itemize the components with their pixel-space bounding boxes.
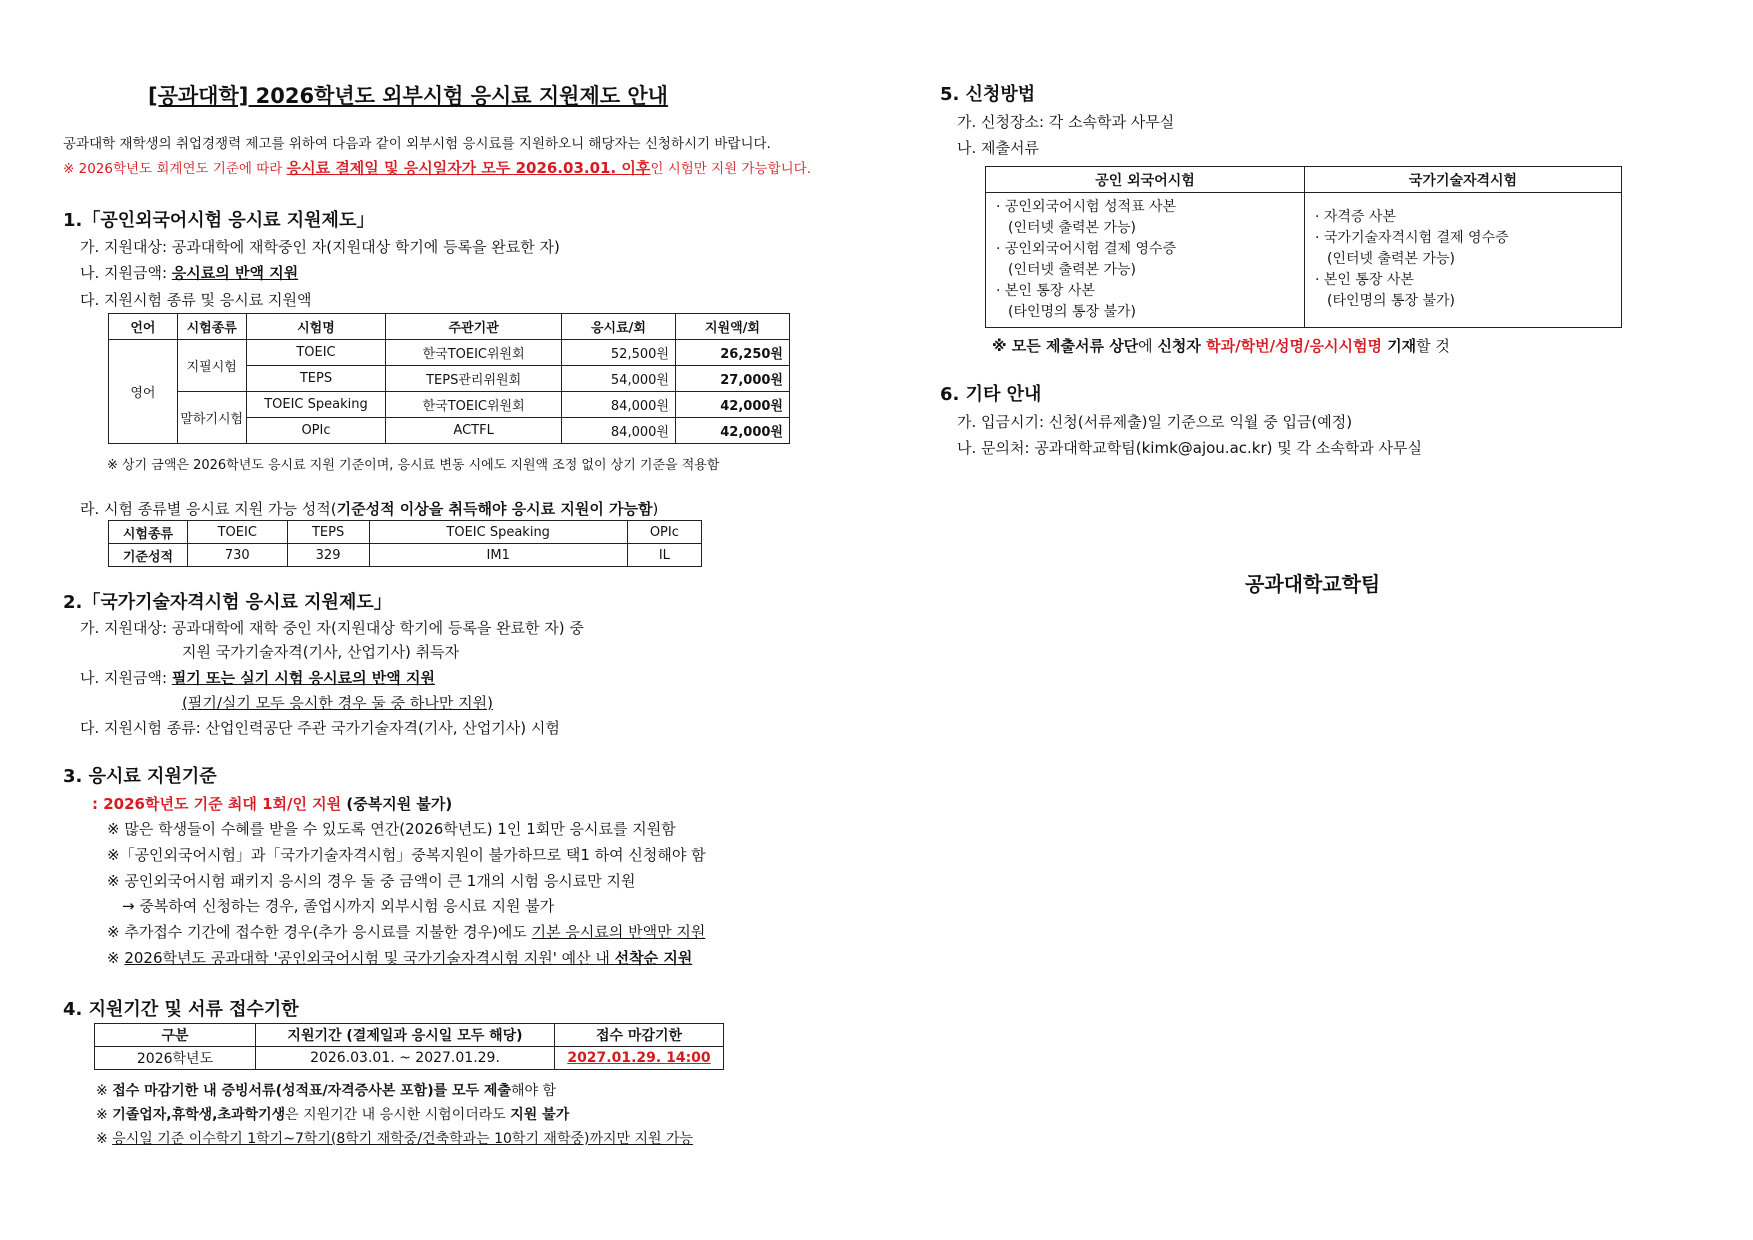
- header-cell: 공인 외국어시험: [986, 167, 1305, 193]
- section1-heading: 1.「공인외국어시험 응시료 지원제도」: [63, 210, 375, 231]
- s1-target: 가. 지원대상: 공과대학에 재학중인 자(지원대상 학기에 등록을 완료한 자): [80, 238, 560, 256]
- s3-note-3: ※ 공인외국어시험 패키지 응시의 경우 둘 중 금액이 큰 1개의 시험 응시료만 지원: [107, 872, 636, 890]
- documents-table: [985, 166, 1622, 328]
- list-item: · 본인 통장 사본: [996, 283, 1095, 299]
- group-cell: 지필시험: [177, 340, 246, 392]
- cell: 84,000원: [561, 418, 675, 444]
- deadline-cell: 2027.01.29. 14:00: [555, 1047, 724, 1070]
- cell: TOEIC: [188, 521, 288, 544]
- period-table: [94, 1023, 724, 1070]
- header-cell: 시험종류: [109, 521, 188, 544]
- cell: 329: [287, 544, 369, 567]
- s3-main: : 2026학년도 기준 최대 1회/인 지원 (중복지원 불가): [92, 795, 453, 813]
- cell: 한국TOEIC위원회: [386, 392, 562, 418]
- list-item: (타인명의 통장 불가): [1008, 304, 1137, 320]
- header-cell: 언어: [109, 314, 178, 340]
- notice-text: ※ 2026학년도 회계연도 기준에 따라 응시료 결제일 및 응시일자가 모두 2026.03.01. 이후인 시험만 지원 가능합니다.: [63, 159, 812, 177]
- header-cell: 시험명: [246, 314, 386, 340]
- header-cell: 응시료/회: [561, 314, 675, 340]
- cell: 42,000원: [675, 418, 789, 444]
- table-row: [109, 340, 790, 366]
- s4-note-2: ※ 기졸업자,휴학생,초과학기생은 지원기간 내 응시한 시험이더라도 지원 불가: [96, 1107, 570, 1123]
- list-item: (타인명의 통장 불가): [1327, 293, 1456, 309]
- table-header-row: [109, 314, 790, 340]
- s1-scores: 라. 시험 종류별 응시료 지원 가능 성적(기준성적 이상을 취득해야 응시료 지원이 가능함): [80, 500, 659, 518]
- s3-note-1: ※ 많은 학생들이 수혜를 받을 수 있도록 연간(2026학년도) 1인 1회만 응시료를 지원함: [107, 820, 676, 838]
- s3-note-4: → 중복하여 신청하는 경우, 졸업시까지 외부시험 응시료 지원 불가: [122, 897, 555, 915]
- cell: 730: [188, 544, 288, 567]
- group-cell: 말하기시험: [177, 392, 246, 444]
- s6-contact: 나. 문의처: 공과대학교학팀(kimk@ajou.ac.kr) 및 각 소속학과 사무실: [957, 439, 1422, 457]
- list-item: (인터넷 출력본 가능): [1327, 251, 1456, 267]
- s3-note-5: ※ 추가접수 기간에 접수한 경우(추가 응시료를 지불한 경우)에도 기본 응시료의 반액만 지원: [107, 923, 706, 941]
- cell: TOEIC Speaking: [369, 521, 627, 544]
- cell: 42,000원: [675, 392, 789, 418]
- list-item: (인터넷 출력본 가능): [1008, 262, 1137, 278]
- cell: 84,000원: [561, 392, 675, 418]
- cell: OPIc: [246, 418, 386, 444]
- foreign-docs-cell: [986, 193, 1305, 328]
- table-header-row: [986, 167, 1622, 193]
- list-item: · 본인 통장 사본: [1315, 272, 1414, 288]
- table-row: [109, 392, 790, 418]
- s2-target-2: 지원 국가기술자격(기사, 산업기사) 취득자: [182, 643, 460, 661]
- s3-note-2: ※「공인외국어시험」과「국가기술자격시험」중복지원이 불가하므로 택1 하여 신청해야 함: [107, 846, 706, 864]
- cell: ACTFL: [386, 418, 562, 444]
- cell: 2026학년도: [95, 1047, 256, 1070]
- intro-text: 공과대학 재학생의 취업경쟁력 제고를 위하여 다음과 같이 외부시험 응시료를 지원하오니 해당자는 신청하시기 바랍니다.: [63, 136, 771, 152]
- section4-heading: 4. 지원기간 및 서류 접수기한: [63, 999, 299, 1020]
- signature: 공과대학교학팀: [1245, 572, 1381, 596]
- s2-target: 가. 지원대상: 공과대학에 재학 중인 자(지원대상 학기에 등록을 완료한 자) 중: [80, 619, 584, 637]
- cell: TOEIC Speaking: [246, 392, 386, 418]
- cell: IM1: [369, 544, 627, 567]
- score-table: [108, 520, 702, 567]
- s4-note-3: ※ 응시일 기준 이수학기 1학기~7학기(8학기 재학중/건축학과는 10학기 재학중)까지만 지원 가능: [96, 1131, 694, 1147]
- cell: 27,000원: [675, 366, 789, 392]
- cell: 2026.03.01. ~ 2027.01.29.: [256, 1047, 555, 1070]
- table-row: [986, 193, 1622, 328]
- list-item: (인터넷 출력본 가능): [1008, 220, 1137, 236]
- header-cell: 시험종류: [177, 314, 246, 340]
- list-item: · 공인외국어시험 성적표 사본: [996, 199, 1177, 215]
- header-cell: 국가기술자격시험: [1305, 167, 1622, 193]
- national-docs-cell: [1305, 193, 1622, 328]
- table-row: [109, 544, 702, 567]
- s1-types: 다. 지원시험 종류 및 응시료 지원액: [80, 291, 312, 309]
- section5-heading: 5. 신청방법: [940, 84, 1036, 105]
- page-title: [공과대학] 2026학년도 외부시험 응시료 지원제도 안내: [148, 84, 668, 108]
- s2-amount-note: (필기/실기 모두 응시한 경우 둘 중 하나만 지원): [182, 694, 493, 712]
- s5-docs: 나. 제출서류: [957, 139, 1039, 157]
- table-row: [109, 521, 702, 544]
- s6-payment: 가. 입금시기: 신청(서류제출)일 기준으로 익월 중 입금(예정): [957, 413, 1353, 431]
- s5-place: 가. 신청장소: 각 소속학과 사무실: [957, 113, 1175, 131]
- cell: 52,500원: [561, 340, 675, 366]
- header-cell: 지원기간 (결제일과 응시일 모두 해당): [256, 1024, 555, 1047]
- header-cell: 접수 마감기한: [555, 1024, 724, 1047]
- s4-note-1: ※ 접수 마감기한 내 증빙서류(성적표/자격증사본 포함)를 모두 제출해야 함: [96, 1083, 556, 1099]
- list-item: · 공인외국어시험 결제 영수증: [996, 241, 1177, 257]
- table-row: [95, 1047, 724, 1070]
- s3-note-6: ※ 2026학년도 공과대학 '공인외국어시험 및 국가기술자격시험 지원' 예산 내 선착순 지원: [107, 949, 693, 967]
- header-cell: 지원액/회: [675, 314, 789, 340]
- header-cell: 주관기관: [386, 314, 562, 340]
- list-item: · 자격증 사본: [1315, 209, 1396, 225]
- fee-table: [108, 313, 790, 444]
- cell: 54,000원: [561, 366, 675, 392]
- cell: TEPS: [246, 366, 386, 392]
- table-header-row: [95, 1024, 724, 1047]
- s5-note: ※ 모든 제출서류 상단에 신청자 학과/학번/성명/응시시험명 기재할 것: [992, 337, 1450, 355]
- cell: IL: [627, 544, 701, 567]
- section6-heading: 6. 기타 안내: [940, 384, 1042, 405]
- cell: TEPS: [287, 521, 369, 544]
- cell: 26,250원: [675, 340, 789, 366]
- section3-heading: 3. 응시료 지원기준: [63, 766, 217, 787]
- s2-amount: 나. 지원금액: 필기 또는 실기 시험 응시료의 반액 지원: [80, 669, 435, 687]
- cell: OPIc: [627, 521, 701, 544]
- list-item: · 국가기술자격시험 결제 영수증: [1315, 230, 1509, 246]
- s1-note: ※ 상기 금액은 2026학년도 응시료 지원 기준이며, 응시료 변동 시에도 지원액 조정 없이 상기 기준을 적용함: [107, 458, 720, 473]
- cell: 한국TOEIC위원회: [386, 340, 562, 366]
- cell: TOEIC: [246, 340, 386, 366]
- s1-amount: 나. 지원금액: 응시료의 반액 지원: [80, 264, 299, 282]
- section2-heading: 2.「국가기술자격시험 응시료 지원제도」: [63, 592, 392, 613]
- cell: TEPS관리위원회: [386, 366, 562, 392]
- header-cell: 구분: [95, 1024, 256, 1047]
- s2-types: 다. 지원시험 종류: 산업인력공단 주관 국가기술자격(기사, 산업기사) 시험: [80, 719, 560, 737]
- lang-cell: 영어: [109, 340, 178, 444]
- header-cell: 기준성적: [109, 544, 188, 567]
